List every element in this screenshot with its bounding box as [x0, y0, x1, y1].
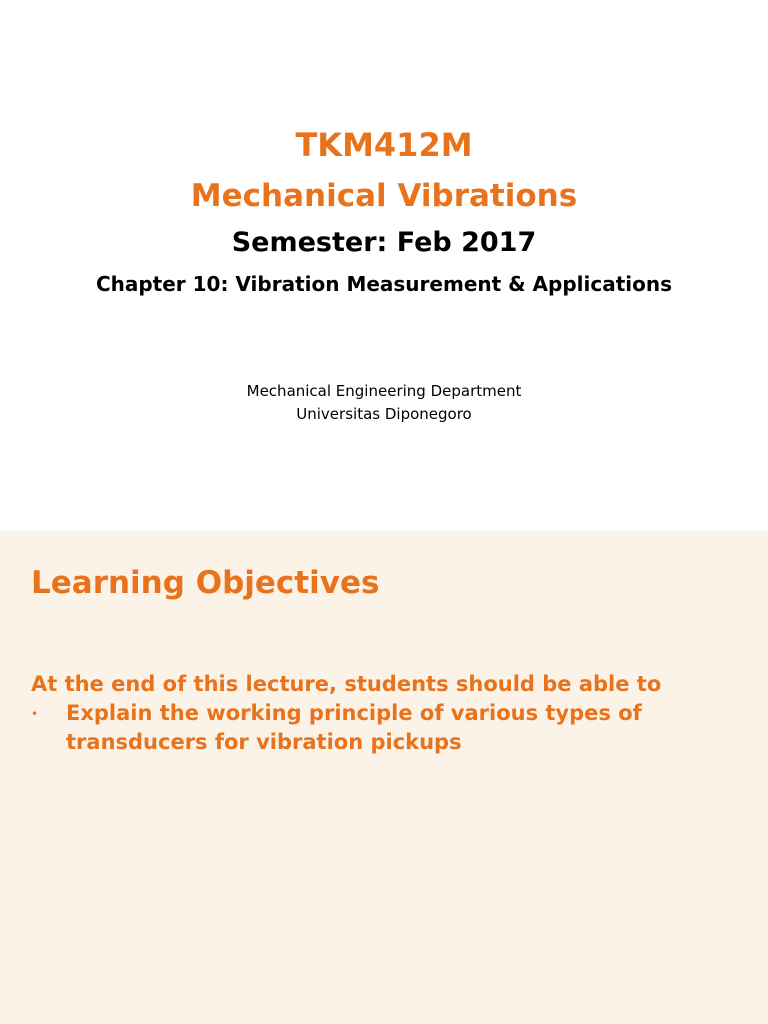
course-name: Mechanical Vibrations [190, 178, 578, 214]
learning-objectives-slide [0, 531, 768, 1024]
objective-item: Explain the working principle of various types of transducers for vibration pickups [66, 701, 642, 754]
course-code: TKM412M [295, 126, 473, 164]
semester-heading: Semester: Feb 2017 [231, 227, 537, 258]
objectives-intro: At the end of this lecture, students should be able to [31, 672, 662, 696]
university-name: Universitas Diponegoro [296, 405, 472, 423]
objectives-title: Learning Objectives [31, 565, 380, 601]
department-name: Mechanical Engineering Department [246, 382, 522, 400]
chapter-heading: Chapter 10: Vibration Measurement & Applications [95, 272, 673, 296]
bullet-marker: • [31, 707, 39, 721]
